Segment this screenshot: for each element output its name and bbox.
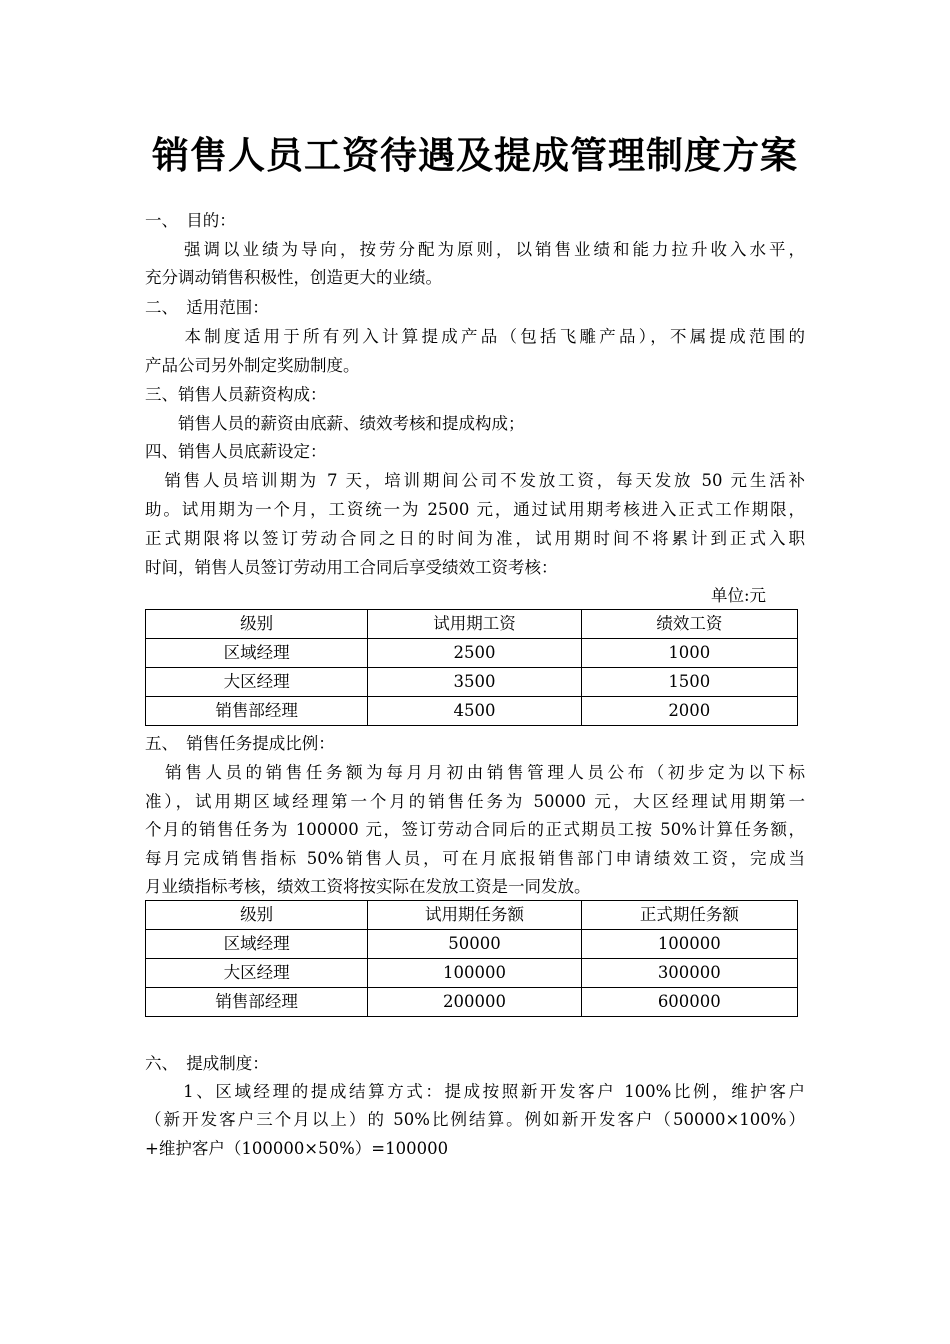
paragraph-line: 销售人员的薪资由底薪、绩效考核和提成构成； (145, 414, 525, 433)
paragraph-line: 个月的销售任务为 100000 元，签订劳动合同后的正式期员工按 50%计算任务额， (145, 820, 805, 839)
table-cell: 大区经理 (146, 959, 368, 988)
paragraph-line: 销售人员的销售任务额为每月月初由销售管理人员公布（初步定为以下标 (145, 763, 805, 782)
table-header-cell: 试用期任务额 (368, 901, 581, 930)
table-cell: 100000 (368, 959, 581, 988)
table-cell: 1500 (581, 668, 797, 697)
paragraph-line: 准），试用期区域经理第一个月的销售任务为 50000 元，大区经理试用期第一 (145, 792, 805, 811)
table-cell: 销售部经理 (146, 988, 368, 1017)
paragraph-line: +维护客户（100000×50%）=100000 (145, 1139, 449, 1158)
table-cell: 大区经理 (146, 668, 368, 697)
table-header-row (146, 901, 798, 930)
section-heading-commission-system: 六、 提成制度： (145, 1054, 269, 1073)
paragraph-line: 强调以业绩为导向，按劳分配为原则，以销售业绩和能力拉升收入水平， (145, 240, 805, 259)
table-row (146, 959, 798, 988)
section-heading-commission-ratio: 五、 销售任务提成比例： (145, 734, 335, 753)
table-row (146, 639, 798, 668)
table-cell: 100000 (581, 930, 797, 959)
table-header-cell: 级别 (146, 610, 368, 639)
paragraph-line: 助。试用期为一个月，工资统一为 2500 元，通过试用期考核进入正式工作期限， (145, 500, 805, 519)
section-heading-base-salary: 四、销售人员底薪设定： (145, 442, 327, 461)
unit-label: 单位:元 (711, 586, 767, 605)
table-cell: 4500 (368, 697, 581, 726)
table-cell: 50000 (368, 930, 581, 959)
section-heading-salary-structure: 三、销售人员薪资构成： (145, 385, 327, 404)
table-cell: 销售部经理 (146, 697, 368, 726)
paragraph-line: 月业绩指标考核，绩效工资将按实际在发放工资是一同发放。 (145, 877, 591, 896)
table-header-cell: 绩效工资 (581, 610, 797, 639)
table-cell: 区域经理 (146, 639, 368, 668)
paragraph-line: 时间，销售人员签订劳动用工合同后享受绩效工资考核： (145, 558, 558, 577)
table-header-cell: 试用期工资 (368, 610, 581, 639)
paragraph-line: 每月完成销售指标 50%销售人员，可在月底报销售部门申请绩效工资，完成当 (145, 849, 805, 868)
paragraph-line: 正式期限将以签订劳动合同之日的时间为准，试用期时间不将累计到正式入职 (145, 529, 805, 548)
table-header-cell: 级别 (146, 901, 368, 930)
paragraph-line: 销售人员培训期为 7 天，培训期间公司不发放工资，每天发放 50 元生活补 (145, 471, 805, 490)
paragraph-line: （新开发客户三个月以上）的 50%比例结算。例如新开发客户（50000×100%） (145, 1110, 805, 1129)
table-cell: 600000 (581, 988, 797, 1017)
table-row (146, 988, 798, 1017)
section-heading-scope: 二、 适用范围： (145, 298, 269, 317)
table-cell: 3500 (368, 668, 581, 697)
table-cell: 区域经理 (146, 930, 368, 959)
table-cell: 1000 (581, 639, 797, 668)
table-cell: 300000 (581, 959, 797, 988)
table-cell: 2500 (368, 639, 581, 668)
paragraph-line: 1、区域经理的提成结算方式：提成按照新开发客户 100%比例，维护客户 (145, 1082, 805, 1101)
table-cell: 200000 (368, 988, 581, 1017)
table-row (146, 668, 798, 697)
paragraph-line: 本制度适用于所有列入计算提成产品（包括飞雕产品），不属提成范围的 (145, 327, 805, 346)
salary-table (145, 609, 798, 726)
sales-target-table (145, 900, 798, 1017)
section-heading-purpose: 一、 目的： (145, 211, 236, 230)
document-title: 销售人员工资待遇及提成管理制度方案 (152, 134, 798, 177)
paragraph-line: 产品公司另外制定奖励制度。 (145, 356, 360, 375)
table-header-cell: 正式期任务额 (581, 901, 797, 930)
table-cell: 2000 (581, 697, 797, 726)
table-header-row (146, 610, 798, 639)
paragraph-line: 充分调动销售积极性，创造更大的业绩。 (145, 268, 442, 287)
table-row (146, 697, 798, 726)
table-row (146, 930, 798, 959)
